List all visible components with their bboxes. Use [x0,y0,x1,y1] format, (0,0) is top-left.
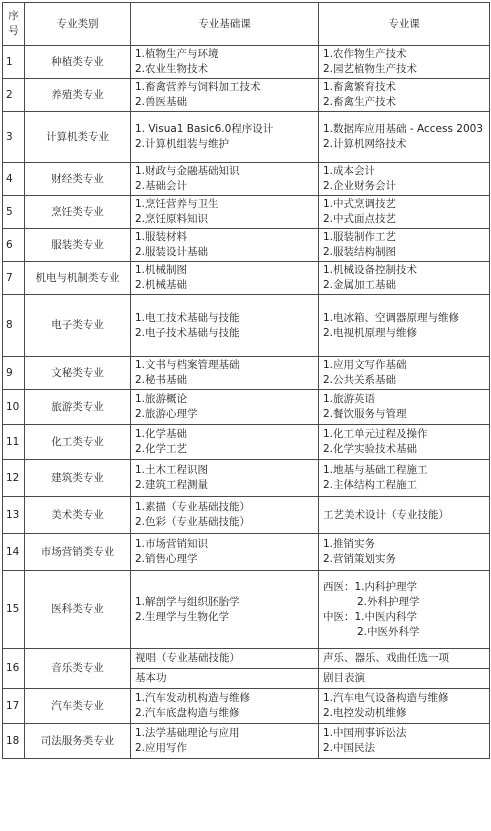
basic-course-line: 2.计算机组装与维护 [135,138,230,150]
major-course-line: 2.主体结构工程施工 [323,479,418,491]
basic-course-line: 1.财政与金融基础知识 [135,165,240,177]
major-course-line: 2.中式面点技艺 [323,213,397,225]
basic-course-line: 视唱（专业基础技能） [135,652,240,664]
row-number: 1 [3,46,25,79]
major-course-line: 2.外科护理学 [357,595,420,608]
basic-course-line: 2.服装设计基础 [135,246,209,258]
major-course-cell [319,460,490,497]
major-course-line: 中医：1.中医内科学 [323,610,418,623]
row-number: 8 [3,295,25,357]
major-course-line: 1.化工单元过程及操作 [323,428,428,440]
basic-course-cell [131,390,319,425]
basic-course-line: 1.市场营销知识 [135,538,209,550]
row-number: 16 [3,649,25,689]
major-course-line: 1.农作物生产技术 [323,48,407,60]
category-cell: 机电与机制类专业 [25,262,131,295]
table-row [3,46,490,79]
basic-course-line: 2.应用写作 [135,742,188,754]
major-course-cell [319,46,490,79]
basic-course-line: 2.农业生物技术 [135,63,209,75]
major-course-line: 2.企业财务会计 [323,180,397,192]
major-course-cell [319,571,490,649]
basic-course-line: 1.土木工程识图 [135,464,209,476]
table-row [3,460,490,497]
basic-course-line: 1.素描（专业基础技能） [135,501,251,513]
major-course-line: 2.营销策划实务 [323,553,397,565]
major-course-line: 2.畜禽生产技术 [323,96,397,108]
row-number: 14 [3,534,25,571]
basic-course-line: 1.文书与档案管理基础 [135,359,240,371]
major-course-cell [319,534,490,571]
row-number: 2 [3,79,25,112]
basic-course-line: 1.汽车发动机构造与维修 [135,692,251,704]
table-row [3,534,490,571]
category-cell: 美术类专业 [25,497,131,534]
category-cell: 烹饪类专业 [25,196,131,229]
table-row [3,112,490,163]
row-number: 15 [3,571,25,649]
table-row [3,649,490,669]
basic-course-cell [131,229,319,262]
category-cell: 市场营销类专业 [25,534,131,571]
basic-course-line: 2.汽车底盘构造与维修 [135,707,240,719]
row-number: 12 [3,460,25,497]
row-number: 7 [3,262,25,295]
basic-course-cell [131,196,319,229]
basic-course-line: 1.烹饪营养与卫生 [135,198,219,210]
table-row [3,196,490,229]
major-course-line: 声乐、器乐、戏曲任选一项 [323,652,449,664]
table-row [3,689,490,724]
major-course-line: 2.化学实验技术基础 [323,443,418,455]
curriculum-table [2,2,490,759]
major-course-line: 1.服装制作工艺 [323,231,397,243]
row-number: 11 [3,425,25,460]
major-course-line: 1.机械设备控制技术 [323,264,418,276]
major-course-line: 2.公共关系基础 [323,374,397,386]
header-major: 专业课 [319,3,490,46]
category-cell: 音乐类专业 [25,649,131,689]
basic-course-cell [131,460,319,497]
basic-course-line: 2.机械基础 [135,279,188,291]
basic-course-line: 2.建筑工程测量 [135,479,209,491]
basic-course-line: 1.法学基础理论与应用 [135,727,240,739]
major-course-cell [319,689,490,724]
major-course-line: 1.中国刑事诉讼法 [323,727,407,739]
major-course-line: 1.应用文写作基础 [323,359,407,371]
major-course-line: 2.中医外科学 [357,625,420,638]
header-row [3,3,490,46]
major-course-line: 2.金属加工基础 [323,279,397,291]
table-row [3,425,490,460]
row-number: 4 [3,163,25,196]
basic-course-cell [131,163,319,196]
basic-course-line: 2.烹饪原料知识 [135,213,209,225]
basic-course-cell [131,649,319,669]
basic-course-line: 2.电子技术基础与技能 [135,326,240,339]
category-cell: 服装类专业 [25,229,131,262]
basic-course-cell [131,724,319,759]
row-number: 5 [3,196,25,229]
row-number: 18 [3,724,25,759]
table-row [3,262,490,295]
major-course-cell [319,112,490,163]
category-cell: 养殖类专业 [25,79,131,112]
row-number: 10 [3,390,25,425]
basic-course-cell [131,534,319,571]
basic-course-line: 2.秘书基础 [135,374,188,386]
major-course-cell [319,163,490,196]
category-cell: 种植类专业 [25,46,131,79]
major-course-line: 1.成本会计 [323,165,376,177]
major-course-line: 1.电冰箱、空调器原理与维修 [323,311,460,324]
row-number: 3 [3,112,25,163]
major-course-cell [319,196,490,229]
major-course-cell [319,649,490,669]
major-course-line: 2.餐饮服务与管理 [323,408,407,420]
table-row [3,229,490,262]
major-course-line: 1.旅游英语 [323,393,376,405]
category-cell: 计算机类专业 [25,112,131,163]
major-course-cell [319,229,490,262]
major-course-cell [319,724,490,759]
basic-course-line: 2.旅游心理学 [135,408,198,420]
basic-course-cell [131,79,319,112]
category-cell: 建筑类专业 [25,460,131,497]
major-course-cell [319,425,490,460]
table-row [3,357,490,390]
major-course-line: 西医：1.内科护理学 [323,580,418,593]
category-cell: 医科类专业 [25,571,131,649]
basic-course-cell [131,669,319,689]
major-course-line: 2.电控发动机维修 [323,707,407,719]
major-course-line: 1.中式烹调技艺 [323,198,397,210]
major-course-line: 工艺美术设计（专业技能） [323,508,449,521]
table-body [3,46,490,759]
category-cell: 文秘类专业 [25,357,131,390]
major-course-line: 1.汽车电气设备构造与维修 [323,692,449,704]
basic-course-cell [131,497,319,534]
table-row [3,724,490,759]
header-no: 序号 [3,3,25,46]
major-course-line: 1.地基与基础工程施工 [323,464,428,476]
major-course-line: 2.服装结构制图 [323,246,397,258]
basic-course-line: 1.畜禽营养与饲料加工技术 [135,81,261,93]
table-row [3,497,490,534]
major-course-cell [319,390,490,425]
table-row [3,295,490,357]
basic-course-cell [131,357,319,390]
major-course-cell [319,79,490,112]
major-course-line: 1.畜禽繁育技术 [323,81,397,93]
table-row [3,390,490,425]
major-course-cell [319,669,490,689]
major-course-cell [319,357,490,390]
table-row [3,163,490,196]
basic-course-line: 1. Visua1 Basic6.0程序设计 [135,123,274,135]
basic-course-cell [131,571,319,649]
category-cell: 电子类专业 [25,295,131,357]
major-course-line: 2.计算机网络技术 [323,138,407,150]
header-basic: 专业基础课 [131,3,319,46]
row-number: 17 [3,689,25,724]
basic-course-line: 2.化学工艺 [135,443,188,455]
basic-course-line: 2.生理学与生物化学 [135,610,230,623]
category-cell: 汽车类专业 [25,689,131,724]
basic-course-cell [131,112,319,163]
row-number: 13 [3,497,25,534]
category-cell: 化工类专业 [25,425,131,460]
major-course-line: 2.电视机原理与维修 [323,326,418,339]
row-number: 6 [3,229,25,262]
row-number: 9 [3,357,25,390]
category-cell: 财经类专业 [25,163,131,196]
category-cell: 司法服务类专业 [25,724,131,759]
basic-course-line: 1.化学基础 [135,428,188,440]
table-row [3,571,490,649]
major-course-cell [319,262,490,295]
basic-course-cell [131,262,319,295]
table-row [3,79,490,112]
basic-course-cell [131,425,319,460]
major-course-line: 2.园艺植物生产技术 [323,63,418,75]
basic-course-line: 1.植物生产与环境 [135,48,219,60]
major-course-line: 2.中国民法 [323,742,376,754]
basic-course-line: 1.解剖学与组织胚胎学 [135,595,240,608]
basic-course-line: 1.机械制图 [135,264,188,276]
basic-course-line: 基本功 [135,672,167,684]
major-course-cell [319,497,490,534]
basic-course-line: 2.兽医基础 [135,96,188,108]
basic-course-line: 1.服装材料 [135,231,188,243]
major-course-line: 1.数据库应用基础 - Access 2003 [323,123,483,135]
basic-course-line: 2.销售心理学 [135,553,198,565]
header-category: 专业类别 [25,3,131,46]
major-course-line: 剧目表演 [323,672,365,684]
category-cell: 旅游类专业 [25,390,131,425]
major-course-line: 1.推销实务 [323,538,376,550]
basic-course-cell [131,295,319,357]
basic-course-line: 2.色彩（专业基础技能） [135,516,251,528]
major-course-cell [319,295,490,357]
basic-course-line: 2.基础会计 [135,180,188,192]
basic-course-line: 1.旅游概论 [135,393,188,405]
basic-course-cell [131,46,319,79]
basic-course-line: 1.电工技术基础与技能 [135,311,240,324]
basic-course-cell [131,689,319,724]
